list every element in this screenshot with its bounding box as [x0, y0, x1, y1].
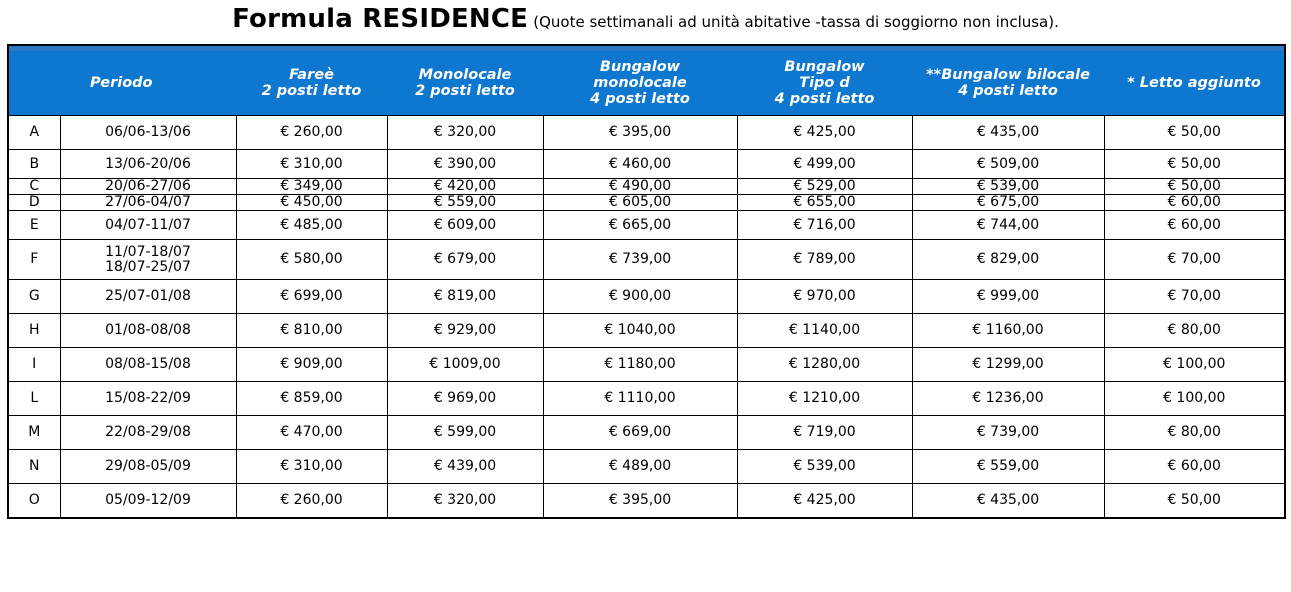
cell-fare: € 485,00 [236, 211, 387, 240]
cell-bungalow-bilocale: € 559,00 [912, 450, 1104, 484]
header-label-line: 4 posti letto [774, 91, 875, 107]
cell-code: N [8, 450, 60, 484]
cell-period [60, 314, 236, 348]
cell-letto-aggiunto: € 60,00 [1104, 450, 1285, 484]
cell-code: C [8, 179, 60, 195]
period-line: 13/06-20/06 [105, 155, 191, 172]
cell-bungalow-monolocale: € 669,00 [543, 416, 737, 450]
cell-bungalow-bilocale: € 1236,00 [912, 382, 1104, 416]
table-row [8, 382, 1285, 416]
period-line: 25/07-01/08 [105, 288, 191, 304]
header-code [8, 51, 60, 116]
cell-code: G [8, 280, 60, 314]
cell-letto-aggiunto: € 80,00 [1104, 314, 1285, 348]
title-main: Formula RESIDENCE [232, 4, 529, 34]
cell-monolocale: € 1009,00 [387, 348, 543, 382]
cell-letto-aggiunto: € 70,00 [1104, 280, 1285, 314]
cell-bungalow-bilocale: € 1299,00 [912, 348, 1104, 382]
cell-bungalow-tipo-d: € 499,00 [737, 150, 912, 179]
cell-monolocale: € 929,00 [387, 314, 543, 348]
cell-fare: € 310,00 [236, 150, 387, 179]
cell-bungalow-tipo-d: € 719,00 [737, 416, 912, 450]
period-line: 20/06-27/06 [105, 178, 191, 194]
cell-bungalow-bilocale: € 435,00 [912, 484, 1104, 518]
cell-code: I [8, 348, 60, 382]
cell-bungalow-monolocale: € 490,00 [543, 179, 737, 195]
header-row [8, 51, 1285, 116]
cell-bungalow-bilocale: € 829,00 [912, 240, 1104, 280]
cell-bungalow-bilocale: € 539,00 [912, 179, 1104, 195]
header-label-line: 4 posti letto [590, 91, 690, 107]
cell-bungalow-monolocale: € 395,00 [543, 116, 737, 150]
cell-letto-aggiunto: € 100,00 [1104, 348, 1285, 382]
table-row [8, 348, 1285, 382]
table-row [8, 150, 1285, 179]
cell-fare: € 450,00 [236, 195, 387, 211]
cell-letto-aggiunto: € 50,00 [1104, 150, 1285, 179]
rates-table [7, 44, 1286, 519]
period-line: 11/07-18/07 [105, 243, 191, 260]
table-body [8, 116, 1285, 518]
cell-period [60, 179, 236, 195]
header-label-line: monolocale [593, 75, 687, 91]
cell-fare: € 810,00 [236, 314, 387, 348]
cell-fare: € 260,00 [236, 116, 387, 150]
cell-bungalow-tipo-d: € 655,00 [737, 195, 912, 211]
cell-bungalow-bilocale: € 744,00 [912, 211, 1104, 240]
cell-code: H [8, 314, 60, 348]
cell-code: D [8, 195, 60, 211]
period-line: 27/06-04/07 [105, 194, 191, 210]
header-label-line: 2 posti letto [415, 83, 515, 99]
cell-bungalow-monolocale: € 395,00 [543, 484, 737, 518]
cell-bungalow-tipo-d: € 529,00 [737, 179, 912, 195]
cell-monolocale: € 679,00 [387, 240, 543, 280]
cell-code: O [8, 484, 60, 518]
cell-bungalow-tipo-d: € 1140,00 [737, 314, 912, 348]
period-line: 06/06-13/06 [105, 124, 191, 140]
table-row [8, 280, 1285, 314]
cell-period [60, 211, 236, 240]
cell-period [60, 195, 236, 211]
period-line: 08/08-15/08 [105, 356, 191, 372]
cell-letto-aggiunto: € 100,00 [1104, 382, 1285, 416]
table-row [8, 240, 1285, 280]
cell-code: M [8, 416, 60, 450]
cell-monolocale: € 559,00 [387, 195, 543, 211]
cell-fare: € 859,00 [236, 382, 387, 416]
period-line: 01/08-08/08 [105, 322, 191, 338]
cell-bungalow-monolocale: € 1040,00 [543, 314, 737, 348]
table-row [8, 416, 1285, 450]
cell-fare: € 470,00 [236, 416, 387, 450]
cell-monolocale: € 320,00 [387, 116, 543, 150]
cell-bungalow-tipo-d: € 970,00 [737, 280, 912, 314]
cell-bungalow-monolocale: € 665,00 [543, 211, 737, 240]
cell-bungalow-bilocale: € 999,00 [912, 280, 1104, 314]
cell-period [60, 484, 236, 518]
cell-code: F [8, 240, 60, 280]
period-line: 22/08-29/08 [105, 424, 191, 440]
cell-bungalow-monolocale: € 900,00 [543, 280, 737, 314]
cell-period [60, 280, 236, 314]
cell-bungalow-tipo-d: € 425,00 [737, 484, 912, 518]
cell-letto-aggiunto: € 60,00 [1104, 195, 1285, 211]
cell-period [60, 348, 236, 382]
header-letto-aggiunto [1104, 51, 1285, 116]
cell-fare: € 310,00 [236, 450, 387, 484]
cell-bungalow-monolocale: € 460,00 [543, 150, 737, 179]
header-label-line: Fareè [289, 67, 334, 83]
header-label-line: Monolocale [418, 67, 512, 83]
cell-fare: € 699,00 [236, 280, 387, 314]
period-line: 04/07-11/07 [105, 216, 191, 233]
cell-period [60, 382, 236, 416]
header-label-line: 2 posti letto [261, 83, 362, 99]
cell-monolocale: € 420,00 [387, 179, 543, 195]
header-bungalow-monolocale [543, 51, 737, 116]
cell-monolocale: € 390,00 [387, 150, 543, 179]
period-line: 05/09-12/09 [105, 491, 191, 508]
table-row [8, 179, 1285, 195]
cell-code: A [8, 116, 60, 150]
table-row [8, 484, 1285, 518]
cell-monolocale: € 599,00 [387, 416, 543, 450]
cell-bungalow-tipo-d: € 539,00 [737, 450, 912, 484]
cell-monolocale: € 439,00 [387, 450, 543, 484]
cell-bungalow-tipo-d: € 789,00 [737, 240, 912, 280]
cell-fare: € 349,00 [236, 179, 387, 195]
header-label-line: Tipo d [799, 75, 850, 91]
title-note: (Quote settimanali ad unità abitative -tassa di soggiorno non inclusa). [533, 13, 1059, 31]
header-label-line: Bungalow [784, 59, 865, 75]
cell-bungalow-tipo-d: € 716,00 [737, 211, 912, 240]
page-title [0, 4, 1291, 42]
cell-monolocale: € 969,00 [387, 382, 543, 416]
cell-monolocale: € 819,00 [387, 280, 543, 314]
header-fare [236, 51, 387, 116]
header-bungalow-bilocale [912, 51, 1104, 116]
cell-letto-aggiunto: € 50,00 [1104, 484, 1285, 518]
cell-code: B [8, 150, 60, 179]
table-row [8, 450, 1285, 484]
cell-period [60, 416, 236, 450]
cell-bungalow-bilocale: € 739,00 [912, 416, 1104, 450]
cell-period [60, 450, 236, 484]
period-line: 18/07-25/07 [105, 258, 191, 275]
cell-bungalow-monolocale: € 1110,00 [543, 382, 737, 416]
header-bungalow-tipo-d [737, 51, 912, 116]
cell-bungalow-tipo-d: € 1210,00 [737, 382, 912, 416]
cell-bungalow-bilocale: € 509,00 [912, 150, 1104, 179]
cell-letto-aggiunto: € 70,00 [1104, 240, 1285, 280]
header-label-line: Bungalow [599, 59, 681, 75]
cell-period [60, 240, 236, 280]
period-line: 15/08-22/09 [105, 390, 191, 406]
cell-period [60, 150, 236, 179]
cell-bungalow-monolocale: € 605,00 [543, 195, 737, 211]
header-label-line: * Letto aggiunto [1127, 75, 1261, 91]
cell-bungalow-tipo-d: € 425,00 [737, 116, 912, 150]
cell-fare: € 909,00 [236, 348, 387, 382]
cell-letto-aggiunto: € 50,00 [1104, 179, 1285, 195]
cell-bungalow-tipo-d: € 1280,00 [737, 348, 912, 382]
table-row [8, 195, 1285, 211]
header-label-line: 4 posti letto [958, 83, 1058, 99]
cell-bungalow-monolocale: € 739,00 [543, 240, 737, 280]
cell-bungalow-monolocale: € 1180,00 [543, 348, 737, 382]
cell-letto-aggiunto: € 80,00 [1104, 416, 1285, 450]
cell-bungalow-bilocale: € 1160,00 [912, 314, 1104, 348]
cell-letto-aggiunto: € 60,00 [1104, 211, 1285, 240]
header-periodo [60, 51, 236, 116]
header-label-line: Periodo [90, 75, 153, 91]
cell-bungalow-monolocale: € 489,00 [543, 450, 737, 484]
cell-monolocale: € 609,00 [387, 211, 543, 240]
cell-monolocale: € 320,00 [387, 484, 543, 518]
table-row [8, 116, 1285, 150]
cell-period [60, 116, 236, 150]
cell-code: E [8, 211, 60, 240]
cell-code: L [8, 382, 60, 416]
cell-bungalow-bilocale: € 435,00 [912, 116, 1104, 150]
table-row [8, 211, 1285, 240]
period-line: 29/08-05/09 [105, 458, 191, 474]
header-monolocale [387, 51, 543, 116]
header-label-line: **Bungalow bilocale [926, 67, 1090, 83]
cell-fare: € 260,00 [236, 484, 387, 518]
cell-bungalow-bilocale: € 675,00 [912, 195, 1104, 211]
cell-letto-aggiunto: € 50,00 [1104, 116, 1285, 150]
cell-fare: € 580,00 [236, 240, 387, 280]
table-row [8, 314, 1285, 348]
